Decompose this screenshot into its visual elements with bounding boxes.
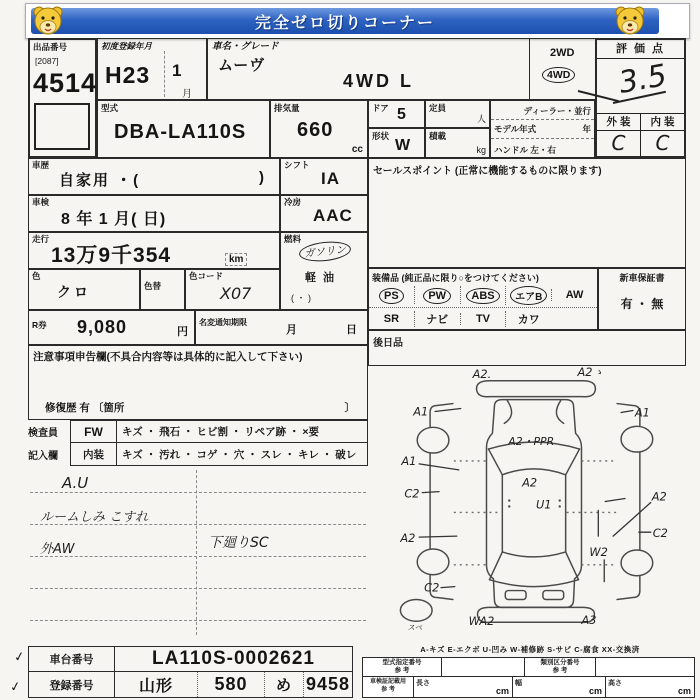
model-code-cell [97, 100, 270, 158]
equipment-ps: PS [369, 286, 414, 304]
shape-value: W [395, 137, 412, 154]
banner-bar [31, 8, 659, 34]
color-code-value: X07 [220, 284, 252, 303]
inspector-labels [28, 420, 70, 466]
damage-mark-left-side: C2 [404, 486, 420, 501]
load-cell [425, 128, 490, 158]
registration-number: 9458 [303, 672, 352, 697]
shift-label: シフト [284, 160, 310, 170]
namechange-cell [195, 310, 368, 345]
car-damage-diagram [368, 362, 698, 644]
shape-label: 形状 [372, 131, 390, 141]
inspector-row2-items: キズ ・ 汚れ ・ コゲ ・ 穴 ・ スレ ・ キレ ・ 破レ [122, 448, 357, 461]
note-1: A.U [62, 474, 89, 492]
fuel-label: 燃料 [284, 234, 302, 244]
banner [25, 3, 690, 39]
repair-history-close: 〕 [344, 402, 355, 414]
equipment-tv: TV [460, 313, 506, 325]
history-label: 車歴 [32, 160, 50, 170]
score-label: 評 価 点 [597, 40, 684, 59]
mileage-value: 13万9千354 [51, 244, 172, 267]
registration-area: 山形 [138, 678, 173, 695]
rticket-cell [28, 310, 195, 345]
capacity-label: 定員 [429, 103, 447, 113]
sales-point-box [368, 158, 686, 268]
handle-label: ハンドル 左・右 [494, 145, 556, 155]
color-label: 色 [32, 271, 41, 281]
type-no-cell: 型式指定番号 参 考 [363, 658, 442, 676]
chassis-value: LA110S-0002621 [152, 648, 315, 669]
inspector-table [70, 420, 368, 466]
shift-cell [280, 158, 368, 195]
damage-mark-roof-front: A2 [522, 475, 538, 490]
later-items-box [368, 330, 686, 366]
rticket-unit: 円 [177, 326, 188, 338]
load-unit: kg [476, 145, 486, 155]
damage-mark-rear-bumper-right: A3 [581, 613, 597, 628]
caution-title: 注意事項申告欄(不具合内容等は具体的に記入して下さい) [33, 351, 303, 363]
fuel-gasoline-circled: ガソリン [298, 239, 352, 263]
first-reg-label: 初度登録年月 [101, 41, 153, 51]
color-cell [28, 269, 140, 310]
equipment-navi: ナビ [414, 311, 460, 327]
registration-label: 登録番号 [29, 672, 115, 697]
equipment-abs: ABS [460, 286, 506, 304]
equipment-leather: カワ [505, 311, 551, 327]
height-cell: 高さ cm [608, 680, 691, 696]
reference-row2 [363, 677, 694, 697]
type-no-value [442, 658, 525, 676]
note-4: 下廻りSC [208, 535, 269, 551]
notes-area [28, 468, 368, 643]
color-code-label: 色コード [189, 271, 224, 281]
displacement-label: 排気量 [274, 103, 300, 113]
inspection-label: 車検 [32, 197, 50, 207]
car-grade: 4WD L [343, 71, 414, 91]
damage-mark-left-door: A1 [401, 453, 417, 468]
inspector-section [28, 420, 368, 466]
repair-history: 修復歴 有 〔箇所 [45, 402, 125, 414]
chassis-label: 車台番号 [29, 647, 115, 671]
fuel-diesel: 軽 油 [305, 272, 337, 284]
lot-label: 出品番号 [33, 42, 68, 52]
drive-type-cell [530, 38, 595, 100]
first-reg-month-unit: 月 [182, 89, 192, 100]
color-change-cell [140, 269, 185, 310]
ext-int-values [597, 131, 684, 157]
ac-label: 冷房 [284, 197, 302, 207]
inspector-row2-key: 内装 [71, 443, 117, 465]
inspector-row1-items: キズ ・ 飛石 ・ ヒビ割 ・ リペア跡 ・ ×要 [117, 421, 367, 443]
note-2: ルームしみ こすれ [40, 510, 149, 525]
inspector-label-top: 検査員 [28, 428, 58, 439]
ext-int-header [597, 113, 684, 131]
reference-row1 [363, 658, 694, 677]
equipment-aw: AW [551, 289, 597, 301]
damage-mark-roof-center: U1 [535, 497, 552, 512]
door-label: ドア [372, 103, 389, 113]
fuel-cell [280, 232, 368, 310]
equipment-box [368, 268, 598, 330]
score-value: 3.5 [616, 58, 670, 101]
fuel-paren: ( ・ ) [291, 293, 311, 303]
equipment-pw: PW [414, 286, 460, 304]
interior-label: 内 装 [650, 116, 675, 128]
first-reg-era: H23 [105, 62, 151, 88]
namechange-month: 月 [286, 324, 297, 336]
ac-value: AAC [313, 206, 353, 225]
registration-row [29, 672, 352, 697]
displacement-cell [270, 100, 368, 158]
note-3: 外AW [40, 542, 75, 557]
chassis-table [28, 646, 353, 698]
door-cell [368, 100, 425, 128]
damage-mark-right-rear: C2 [652, 526, 668, 541]
score-box [595, 38, 686, 158]
warranty-label: 新車保証書 [619, 273, 665, 283]
mileage-cell [28, 232, 280, 269]
width-cell: 幅 cm [513, 677, 606, 697]
registration-kana: め [264, 672, 303, 697]
color-value: クロ [57, 284, 91, 300]
teddy-bear-icon [612, 4, 648, 38]
dealer-info-cell [490, 100, 595, 158]
equipment-row2 [369, 307, 597, 329]
damage-mark-rear-center: W2 [589, 544, 608, 559]
name-grade-label: 車名・グレード [212, 41, 279, 52]
drive-4wd-circled: 4WD [542, 67, 575, 83]
history-cell [28, 158, 280, 195]
first-reg-month: 1 [172, 61, 183, 80]
model-code: DBA-LA110S [114, 121, 247, 143]
interior-grade: C [655, 131, 670, 155]
history-close: ) [259, 169, 265, 186]
load-label: 積載 [429, 131, 447, 141]
color-change-label: 色替 [144, 281, 162, 291]
inspector-label-bottom: 記入欄 [28, 451, 58, 462]
warranty-cell [598, 268, 686, 330]
equipment-row1 [369, 283, 597, 307]
color-code-cell [185, 269, 280, 310]
later-items-label: 後日品 [373, 338, 403, 349]
drive-2wd: 2WD [550, 47, 575, 59]
lot-empty-box [34, 103, 90, 150]
doc-ref-cell: 車検証記載用 参 考 [363, 677, 414, 697]
sales-point-title: セールスポイント (正常に機能するものに限ります) [373, 166, 602, 177]
equipment-title: 装備品 (純正品に限り○をつけてください) [372, 273, 539, 283]
dealer-label: ディーラー・並行 [491, 101, 594, 120]
car-name: ムーヴ [218, 57, 266, 74]
caution-box [28, 345, 368, 420]
registration-checkmark: ✓ [8, 679, 23, 696]
namechange-day: 日 [346, 324, 357, 336]
capacity-unit: 人 [476, 114, 486, 124]
warranty-value: 有 ・ 無 [620, 297, 664, 311]
damage-mark-rear-bumper-left: WA2 [468, 614, 495, 629]
exterior-grade: C [597, 131, 641, 157]
model-year-label: モデル年式 [494, 124, 537, 134]
class-no-value [596, 658, 694, 676]
damage-mark-right-side: A2 [651, 489, 667, 504]
door-value: 5 [397, 106, 407, 123]
namechange-label: 名変通知期限 [199, 318, 247, 327]
equipment-airbag: エアB [505, 286, 551, 305]
chassis-row [29, 647, 352, 672]
damage-mark-right-fender: A1 [634, 405, 650, 420]
displacement-unit: cc [351, 144, 363, 155]
shape-cell [368, 128, 425, 158]
rticket-value: 9,080 [77, 317, 128, 337]
damage-mark-left-fender: A1 [413, 404, 429, 419]
name-grade-cell [207, 38, 530, 100]
inspection-value: 8 年 1 月( 日) [61, 211, 167, 228]
damage-mark-front-bumper-right: A2ゝ [577, 364, 604, 379]
displacement-value: 660 [297, 119, 334, 141]
banner-title: 完全ゼロ切りコーナー [254, 14, 435, 32]
reference-table [362, 657, 695, 698]
lot-number: 4514 [33, 68, 98, 98]
teddy-bear-icon [30, 4, 66, 38]
chassis-checkmark: ✓ [12, 649, 27, 666]
rticket-label: R券 [32, 320, 47, 330]
shift-value: IA [321, 169, 340, 188]
damage-mark-left-rear-corner: C2 [424, 580, 440, 595]
inspection-cell [28, 195, 280, 232]
damage-legend: A-キズ E-エクボ U-凹み W-補修跡 S-サビ C-腐食 XX-交換済 [420, 645, 640, 654]
first-registration-cell [97, 38, 207, 100]
capacity-cell [425, 100, 490, 128]
model-year-row [491, 120, 594, 139]
history-value: 自家用 ・( [59, 172, 141, 189]
model-label: 型式 [101, 103, 119, 113]
length-cell: 長さ cm [414, 677, 513, 697]
damage-mark-windshield: A2・PPR [508, 435, 555, 449]
model-year-unit: 年 [582, 124, 591, 134]
ac-cell [280, 195, 368, 232]
inspector-row1-key: FW [71, 421, 117, 443]
registration-class: 580 [197, 672, 264, 697]
damage-mark-left-rear: A2 [400, 531, 416, 546]
exterior-label: 外 装 [597, 114, 641, 130]
damage-mark-front-bumper-left: A2. [472, 366, 492, 381]
damage-mark-spare: スペ [407, 623, 423, 633]
equipment-sr: SR [383, 312, 400, 325]
lot-number-box [28, 38, 97, 158]
mileage-label: 走行 [32, 234, 50, 244]
lot-code: [2087] [35, 56, 59, 66]
mileage-unit: km [225, 253, 247, 266]
class-no-cell: 類別区分番号 参 考 [525, 658, 596, 676]
